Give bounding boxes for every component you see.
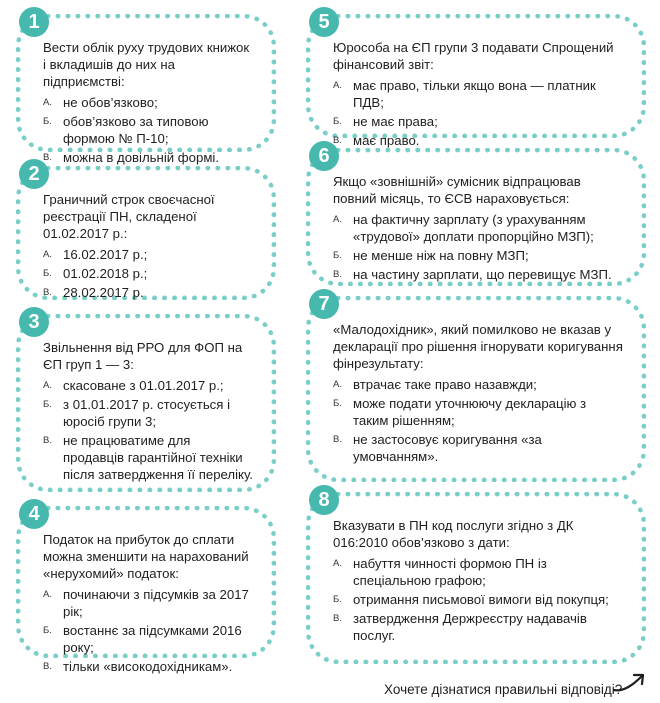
answer-option-b: Б. не має права; — [333, 114, 438, 129]
question-number-badge: 8 — [309, 485, 339, 515]
answer-option-a: А. 16.02.2017 р.; — [43, 247, 148, 262]
answer-option-c: В. затвердження Держреєстру надавачів послуг. — [333, 611, 587, 643]
question-text: Вказувати в ПН код послуги згідно з ДК 016:2010 обов’язково з дати: — [333, 518, 574, 550]
answer-option-b: Б. 01.02.2018 р.; — [43, 266, 148, 281]
question-text: Граничний строк своєчасної реєстрації ПН, складеної 01.02.2017 р.: — [43, 192, 215, 241]
answer-option-c: В. тільки «високодохідникам». — [43, 659, 233, 674]
question-card-4 — [16, 503, 276, 674]
answer-option-a: А. на фактичну зарплату (з урахуванням «трудової» доплати пропорційно МЗП); — [333, 212, 594, 244]
see-answers-link[interactable]: Хочете дізнатися правильні відповіді? — [384, 682, 623, 697]
answer-option-a: А. не обов’язково; — [43, 95, 158, 110]
question-card-7 — [306, 293, 646, 482]
answer-option-a: А. набуття чинності формою ПН із спеціальною графою; — [333, 556, 547, 588]
answer-option-b: Б. обов’язково за типовою формою № П-10; — [43, 114, 209, 146]
question-card-5 — [306, 11, 646, 148]
question-card-6 — [306, 145, 646, 286]
question-text: Податок на прибуток до сплати можна зменшити на нарахований «нерухомий» податок: — [43, 532, 249, 581]
question-card-2 — [16, 163, 276, 300]
answer-option-c: В. не працюватиме для продавців гарантійної техніки після затвердження її переліку. — [43, 433, 253, 482]
answer-option-b: Б. може подати уточнюючу декларацію з таким рішенням; — [333, 396, 587, 428]
question-number-badge: 1 — [19, 7, 49, 37]
question-card-3 — [16, 311, 276, 492]
question-number-badge: 7 — [309, 289, 339, 319]
question-text: «Малодохідник», який помилково не вказав у декларації про рішення ігнорувати коригування фінрезультату: — [333, 322, 623, 371]
answer-option-a: А. має право, тільки якщо вона — платник ПДВ; — [333, 78, 596, 110]
curved-arrow-icon[interactable] — [612, 670, 652, 694]
question-number-badge: 3 — [19, 307, 49, 337]
answer-option-c: В. на частину зарплати, що перевищує МЗП. — [333, 267, 612, 282]
question-number-badge: 2 — [19, 159, 49, 189]
question-text: Юрособа на ЄП групи 3 подавати Спрощений фінансовий звіт: — [333, 40, 614, 72]
answer-option-a: А. скасоване з 01.01.2017 р.; — [43, 378, 224, 393]
answer-option-b: Б. отримання письмової вимоги від покупця; — [333, 592, 609, 607]
answer-option-c: В. 28.02.2017 р. — [43, 285, 144, 300]
answer-option-b: Б. востаннє за підсумками 2016 року; — [43, 623, 242, 655]
question-number-badge: 5 — [309, 7, 339, 37]
answer-option-b: Б. не менше ніж на повну МЗП; — [333, 248, 529, 263]
question-number-badge: 4 — [19, 499, 49, 529]
answer-option-a: А. починаючи з підсумків за 2017 рік; — [43, 587, 249, 619]
question-text: Вести облік руху трудових книжок і вкладишів до них на підприємстві: — [43, 40, 250, 89]
question-card-8 — [306, 489, 646, 664]
question-text: Звільнення від РРО для ФОП на ЄП груп 1 — 3: — [43, 340, 243, 372]
answer-option-c: В. має право. — [333, 133, 420, 148]
answer-option-c: В. можна в довільній формі. — [43, 150, 219, 165]
question-text: Якщо «зовнішній» сумісник відпрацював повний місяць, то ЄСВ нараховується: — [333, 174, 581, 206]
answer-option-a: А. втрачає таке право назавжди; — [333, 377, 537, 392]
question-card-1 — [16, 11, 276, 165]
answer-option-b: Б. з 01.01.2017 р. стосується і юросіб групи 3; — [43, 397, 231, 429]
answer-option-c: В. не застосовує коригування «за умовчанням». — [333, 432, 542, 464]
question-number-badge: 6 — [309, 141, 339, 171]
